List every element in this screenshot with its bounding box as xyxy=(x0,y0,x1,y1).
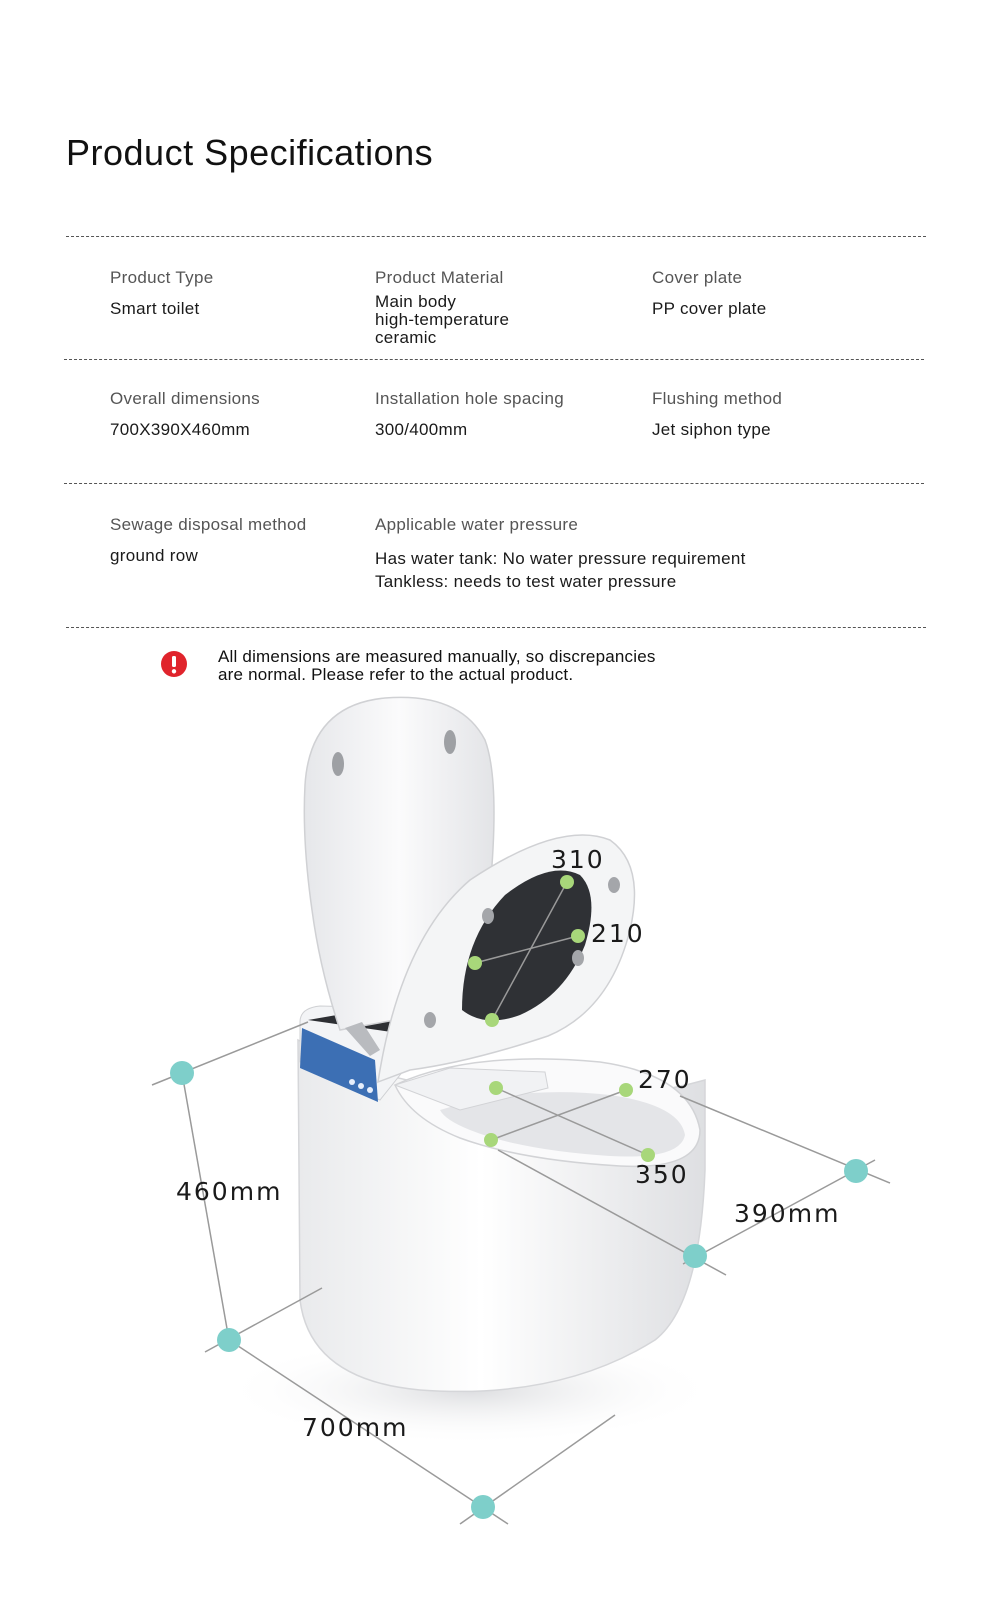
dimension-point xyxy=(217,1328,241,1352)
lid-bumper xyxy=(332,752,344,776)
spec-label: Overall dimensions xyxy=(110,389,260,408)
spec-label: Sewage disposal method xyxy=(110,515,307,534)
spec-label: Flushing method xyxy=(652,389,783,408)
spec-value-line: Main body xyxy=(375,292,457,311)
spec-value xyxy=(375,293,509,347)
dimension-point xyxy=(471,1495,495,1519)
seat-bumper xyxy=(482,908,494,924)
label-bowl-width: 270 xyxy=(638,1065,692,1094)
spec-label: Applicable water pressure xyxy=(375,515,579,534)
measure-point xyxy=(619,1083,633,1097)
exclamation-icon xyxy=(160,650,188,678)
label-seat-inner: 210 xyxy=(591,919,645,948)
dimension-point xyxy=(683,1244,707,1268)
spec-installation-hole-spacing xyxy=(375,389,564,439)
control-button-icon xyxy=(349,1079,355,1085)
spec-applicable-water-pressure xyxy=(375,515,746,593)
label-height: 460mm xyxy=(176,1177,283,1206)
measure-point xyxy=(485,1013,499,1027)
spec-value xyxy=(375,547,746,593)
seat-bumper xyxy=(608,877,620,893)
spec-value-line: ceramic xyxy=(375,328,437,347)
divider xyxy=(64,359,924,360)
spec-cover-plate xyxy=(652,268,766,318)
measure-point xyxy=(468,956,482,970)
spec-value: 300/400mm xyxy=(375,420,468,439)
spec-label: Product Type xyxy=(110,268,214,287)
seat-bumper xyxy=(424,1012,436,1028)
spec-label: Installation hole spacing xyxy=(375,389,564,408)
measure-point xyxy=(489,1081,503,1095)
notice-line: are normal. Please refer to the actual product. xyxy=(218,665,574,684)
spec-label: Cover plate xyxy=(652,268,743,287)
spec-value-line: Has water tank: No water pressure requirement xyxy=(375,549,746,568)
divider xyxy=(64,483,924,484)
measure-point xyxy=(484,1133,498,1147)
toilet-dimension-diagram xyxy=(0,690,990,1590)
notice-text xyxy=(218,648,858,684)
label-bowl-length: 350 xyxy=(635,1160,689,1189)
measure-point xyxy=(571,929,585,943)
control-button-icon xyxy=(358,1083,364,1089)
dimension-point xyxy=(844,1159,868,1183)
spec-sewage-disposal-method xyxy=(110,515,307,565)
spec-value: Smart toilet xyxy=(110,299,200,318)
spec-label: Product Material xyxy=(375,268,504,287)
lid-bumper xyxy=(444,730,456,754)
divider xyxy=(66,236,926,237)
spec-value: ground row xyxy=(110,546,199,565)
spec-product-material xyxy=(375,268,509,347)
spec-flushing-method xyxy=(652,389,782,439)
spec-value: PP cover plate xyxy=(652,299,767,318)
divider xyxy=(66,627,926,628)
notice-line: All dimensions are measured manually, so discrepancies xyxy=(218,647,656,666)
spec-value: Jet siphon type xyxy=(652,420,771,439)
control-button-icon xyxy=(367,1087,373,1093)
spec-value: 700X390X460mm xyxy=(110,420,250,439)
spec-value-line: Tankless: needs to test water pressure xyxy=(375,572,677,591)
seat-bumper xyxy=(572,950,584,966)
label-length: 700mm xyxy=(302,1413,409,1442)
measure-point xyxy=(560,875,574,889)
label-width: 390mm xyxy=(734,1199,841,1228)
dimension-point xyxy=(170,1061,194,1085)
spec-overall-dimensions xyxy=(110,389,260,439)
page-title: Product Specifications xyxy=(66,132,434,173)
spec-product-type xyxy=(110,268,213,318)
label-seat-outer: 310 xyxy=(551,845,605,874)
spec-value-line: high-temperature xyxy=(375,310,510,329)
